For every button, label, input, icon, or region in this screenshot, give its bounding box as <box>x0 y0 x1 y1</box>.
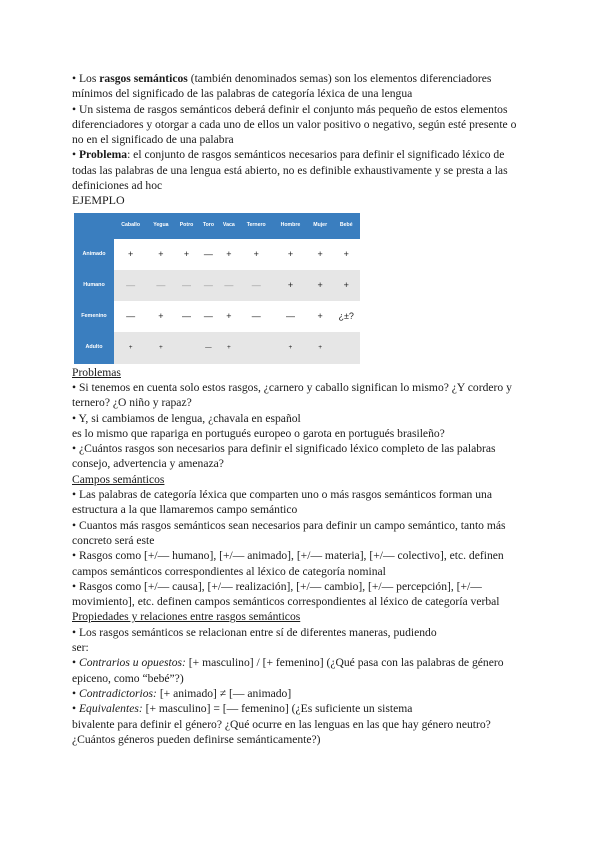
campos-item: • Las palabras de categoría léxica que comparten uno o más rasgos semánticos forman una estructura a la que llamaremos campo semántico <box>72 488 492 517</box>
table-header-row <box>74 213 360 239</box>
table-cell: + <box>332 270 360 301</box>
section-heading-propiedades: Propiedades y relaciones entre rasgos semánticos <box>72 610 301 624</box>
table-cell: + <box>239 239 273 270</box>
column-header: Yegua <box>147 213 174 239</box>
column-header: Toro <box>199 213 219 239</box>
bold-term: Problema <box>78 148 128 162</box>
column-header: Mujer <box>308 213 333 239</box>
table-cell: + <box>273 270 308 301</box>
row-header: Humano <box>74 270 114 301</box>
table-row <box>74 270 360 301</box>
table-cell: + <box>174 239 198 270</box>
text-run: (también denominados semas) son los elementos diferenciadores mínimos del significado de las palabras de categoría léxica de una lengua <box>72 72 492 101</box>
document-page <box>72 71 528 747</box>
table-cell: ¿±? <box>332 301 360 332</box>
table-cell: + <box>308 270 333 301</box>
text-run: • <box>72 656 79 670</box>
table-cell: — <box>199 270 219 301</box>
row-header: Animado <box>74 239 114 270</box>
table-cell: — <box>114 301 147 332</box>
text-run: [+ masculino] / [+ femenino] (¿Qué pasa con las palabras de género epiceno, como “bebé”?) <box>72 656 504 685</box>
table-cell: — <box>199 301 219 332</box>
table-cell: + <box>308 239 333 270</box>
table-cell: + <box>273 239 308 270</box>
text-run: • <box>72 702 79 716</box>
propiedades-item <box>72 717 528 748</box>
table-cell: + <box>114 239 147 270</box>
table-cell: — <box>147 270 174 301</box>
text-run: [+ animado] ≠ [— animado] <box>156 686 292 700</box>
table-cell: — <box>114 270 147 301</box>
row-header: Femenino <box>74 301 114 332</box>
table-cell: + <box>147 239 174 270</box>
text-run: • Los rasgos semánticos se relacionan entre sí de diferentes maneras, pudiendo <box>72 625 437 639</box>
text-run: ser: <box>72 641 89 655</box>
table-row <box>74 239 360 270</box>
text-run: : el conjunto de rasgos semánticos necesarios para definir el significado léxico de todas las palabras de una lengua está abierto, no es definible exhaustivamente y se presta a las definiciones ad hoc <box>72 148 508 193</box>
problemas-item: • ¿Cuántos rasgos son necesarios para definir el significado léxico completo de las palabras consejo, advertencia y amenaza? <box>72 442 496 471</box>
column-header: Bebé <box>332 213 360 239</box>
problemas-item: • Y, si cambiamos de lengua, ¿chavala en español <box>72 411 301 425</box>
table-cell: + <box>308 301 333 332</box>
problemas-item: es lo mismo que rapariga en portugués europeo o garota en portugués brasileño? <box>72 426 445 440</box>
table-cell <box>332 332 360 363</box>
propiedades-item <box>72 701 528 716</box>
example-label: EJEMPLO <box>72 193 125 208</box>
column-header: Caballo <box>114 213 147 239</box>
table-cell: — <box>239 270 273 301</box>
problemas-item: • Si tenemos en cuenta solo estos rasgos, ¿carnero y caballo significan lo mismo? ¿Y cordero y ternero? ¿O niño y rapaz? <box>72 380 512 410</box>
italic-term: Contradictorios: <box>78 686 157 700</box>
table-corner-cell <box>74 213 114 239</box>
text-run: [+ masculino] = [— femenino] (¿Es suficiente un sistema <box>142 702 413 716</box>
table-cell: — <box>273 301 308 332</box>
table-cell: + <box>218 239 239 270</box>
text-run: • <box>72 686 79 700</box>
text-run: • Un sistema de rasgos semánticos deberá definir el conjunto más pequeño de estos elementos diferenciadores y otorgar a cada uno de ellos un valor positivo o negativo, según esté presente o no en el significado de una palabra <box>72 102 517 147</box>
table-cell: + <box>218 301 239 332</box>
table-cell: + <box>114 332 147 363</box>
table-cell: — <box>199 239 219 270</box>
italic-term: Equivalentes: <box>78 702 143 716</box>
table-cell: + <box>147 332 174 363</box>
table-cell: — <box>174 270 198 301</box>
intro-paragraph-3 <box>72 147 528 193</box>
table-row <box>74 332 360 363</box>
italic-term: Contrarios u opuestos: <box>78 656 186 670</box>
text-run: • <box>72 148 79 162</box>
table-cell: + <box>218 332 239 363</box>
section-heading-problemas: Problemas <box>72 365 121 379</box>
table-cell: + <box>332 239 360 270</box>
table-row <box>74 301 360 332</box>
bold-term: rasgos semánticos <box>99 72 188 85</box>
intro-paragraph-1 <box>72 71 528 102</box>
row-header: Adulto <box>74 332 114 363</box>
table-cell: — <box>218 270 239 301</box>
table-cell: — <box>174 301 198 332</box>
table-cell: — <box>239 301 273 332</box>
table-cell: + <box>308 332 333 363</box>
table-cell <box>239 332 273 363</box>
table-cell: — <box>199 332 219 363</box>
table-cell <box>174 332 198 363</box>
section-heading-campos: Campos semánticos <box>72 472 165 486</box>
text-run: • Los <box>72 72 100 85</box>
text-run: bivalente para definir el género? ¿Qué ocurre en las lenguas en las que hay género neutro? ¿Cuántos géneros pueden definirse semánticamente?) <box>72 717 491 746</box>
intro-paragraph-2 <box>72 102 528 148</box>
campos-item: • Cuantos más rasgos semánticos sean necesarios para definir un campo semántico, tanto más concreto será este <box>72 518 506 547</box>
column-header: Hombre <box>273 213 308 239</box>
campos-item: • Rasgos como [+/— causa], [+/— realización], [+/— cambio], [+/— percepción], [+/— movimiento], etc. definen campos semánticos correspondientes al léxico de categoría verbal <box>72 579 500 609</box>
column-header: Ternero <box>239 213 273 239</box>
column-header: Vaca <box>218 213 239 239</box>
propiedades-item <box>72 655 528 686</box>
semantic-features-table <box>74 213 360 364</box>
table-cell: + <box>147 301 174 332</box>
propiedades-item <box>72 640 528 655</box>
table-cell: + <box>273 332 308 363</box>
campos-item: • Rasgos como [+/— humano], [+/— animado], [+/— materia], [+/— colectivo], etc. definen campos semánticos correspondientes al léxico de categoría nominal <box>72 549 504 578</box>
propiedades-item <box>72 686 528 701</box>
propiedades-item <box>72 625 528 640</box>
column-header: Potro <box>174 213 198 239</box>
